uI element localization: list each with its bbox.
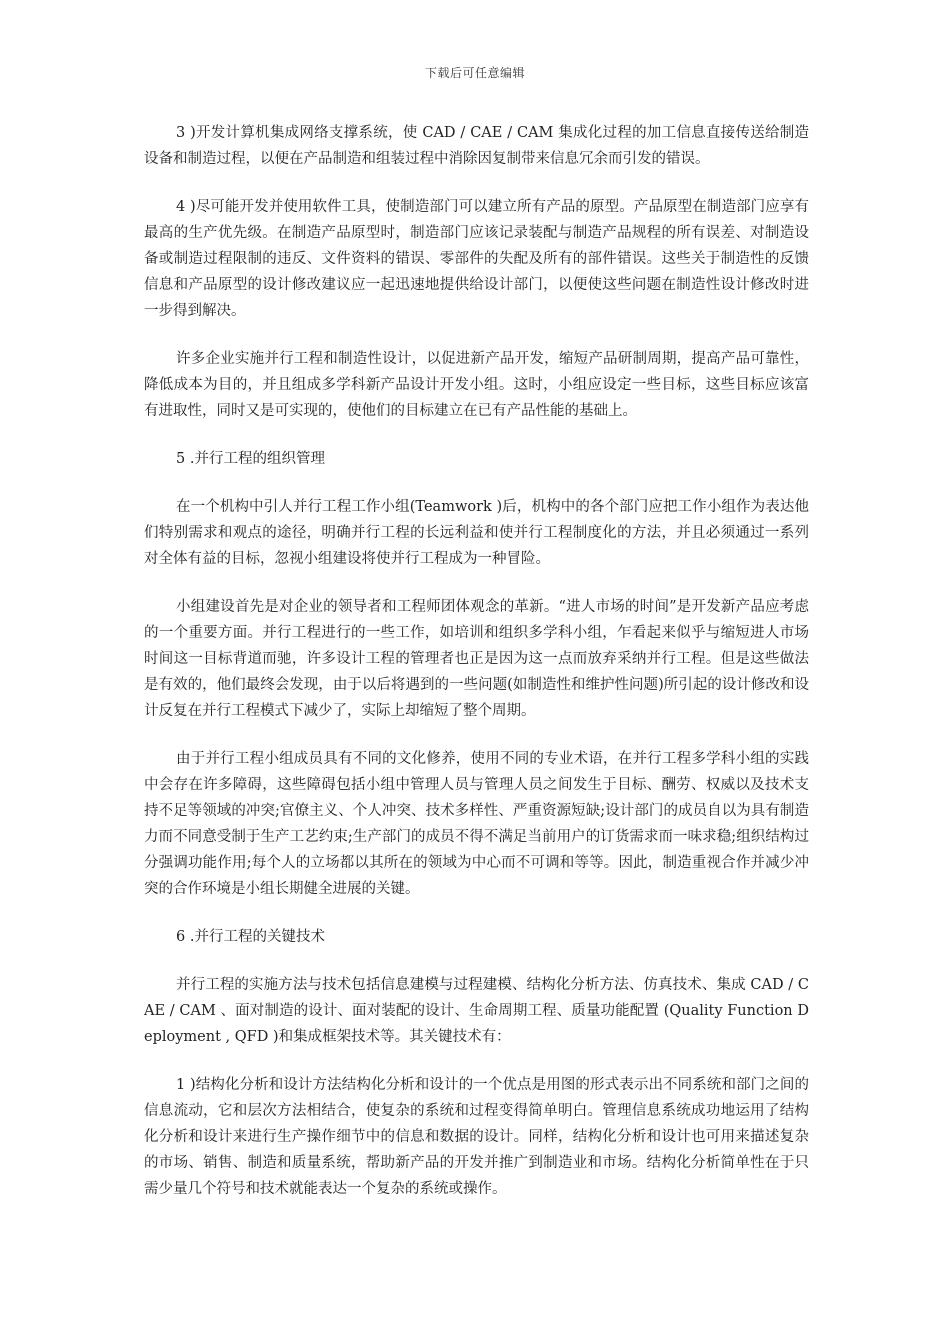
- paragraph: 1 )结构化分析和设计方法结构化分析和设计的一个优点是用图的形式表示出不同系统和部门之间的信息流动，它和层次方法相结合，使复杂的系统和过程变得简单明白。管理信息系统成功地运用了结构化分析和设计来进行生产操作细节中的信息和数据的设计。同样，结构化分析和设计也可用来描述复杂的市场、销售、制造和质量系统，帮助新产品的开发并推广到制造业和市场。结构化分析简单性在于只需少量几个符号和技术就能表达一个复杂的系统或操作。: [144, 1077, 809, 1197]
- paragraph: 4 )尽可能开发并使用软件工具，使制造部门可以建立所有产品的原型。产品原型在制造部门应享有最高的生产优先级。在制造产品原型时，制造部门应该记录装配与制造产品规程的所有误差、对制造设备或制造过程限制的违反、文件资料的错误、零部件的失配及所有的部件错误。这些关于制造性的反馈信息和产品原型的设计修改建议应一起迅速地提供给设计部门，以便使这些问题在制造性设计修改时进一步得到解决。: [144, 199, 809, 319]
- paragraph: 3 )开发计算机集成网络支撑系统，使 CAD / CAE / CAM 集成化过程的加工信息直接传送给制造设备和制造过程，以便在产品制造和组装过程中消除因复制带来信息冗余而引发的错误。: [144, 125, 809, 167]
- paragraph: 在一个机构中引人并行工程工作小组(Teamwork )后，机构中的各个部门应把工作小组作为表达他们特别需求和观点的途径，明确并行工程的长远利益和使并行工程制度化的方法，并且必须通过一系列对全体有益的目标，忽视小组建设将使并行工程成为一种冒险。: [144, 499, 809, 567]
- document-body: [144, 120, 809, 1224]
- paragraph: 小组建设首先是对企业的领导者和工程师团体观念的革新。“进人市场的时间”是开发新产品应考虑的一个重要方面。并行工程进行的一些工作，如培训和组织多学科小组，乍看起来似乎与缩短进人市场时间这一目标背道而驰，许多设计工程的管理者也正是因为这一点而放弃采纳并行工程。但是这些做法是有效的，他们最终会发现，由于以后将遇到的一些问题(如制造性和维护性问题)所引起的设计修改和设计反复在并行工程模式下减少了，实际上却缩短了整个周期。: [144, 599, 809, 719]
- paragraph: 由于并行工程小组成员具有不同的文化修养，使用不同的专业术语，在并行工程多学科小组的实践中会存在许多障碍，这些障碍包括小组中管理人员与管理人员之间发生于目标、酬劳、权威以及技术支持不足等领域的冲突;官僚主义、个人冲突、技术多样性、严重资源短缺;设计部门的成员自以为具有制造力而不同意受制于生产工艺约束;生产部门的成员不得不满足当前用户的订货需求而一味求稳;组织结构过分强调功能作用;每个人的立场都以其所在的领域为中心而不可调和等等。因此，制造重视合作并减少冲突的合作环境是小组长期健全进展的关键。: [144, 751, 809, 897]
- page-header: 下载后可任意编辑: [424, 66, 525, 80]
- paragraph: 许多企业实施并行工程和制造性设计，以促进新产品开发，缩短产品研制周期，提高产品可靠性，降低成本为目的，并且组成多学科新产品设计开发小组。这时，小组应设定一些目标，这些目标应该富有进取性，同时又是可实现的，使他们的目标建立在已有产品性能的基础上。: [144, 351, 809, 419]
- section-heading: 6 .并行工程的关键技术: [176, 929, 325, 945]
- section-heading: 5 .并行工程的组织管理: [176, 451, 325, 467]
- paragraph: 并行工程的实施方法与技术包括信息建模与过程建模、结构化分析方法、仿真技术、集成 CAD / CAE / CAM 、面对制造的设计、面对装配的设计、生命周期工程、质量功能配置 (Quality Function Deployment , QFD )和集成框架技术等。其关键技术有：: [144, 977, 809, 1045]
